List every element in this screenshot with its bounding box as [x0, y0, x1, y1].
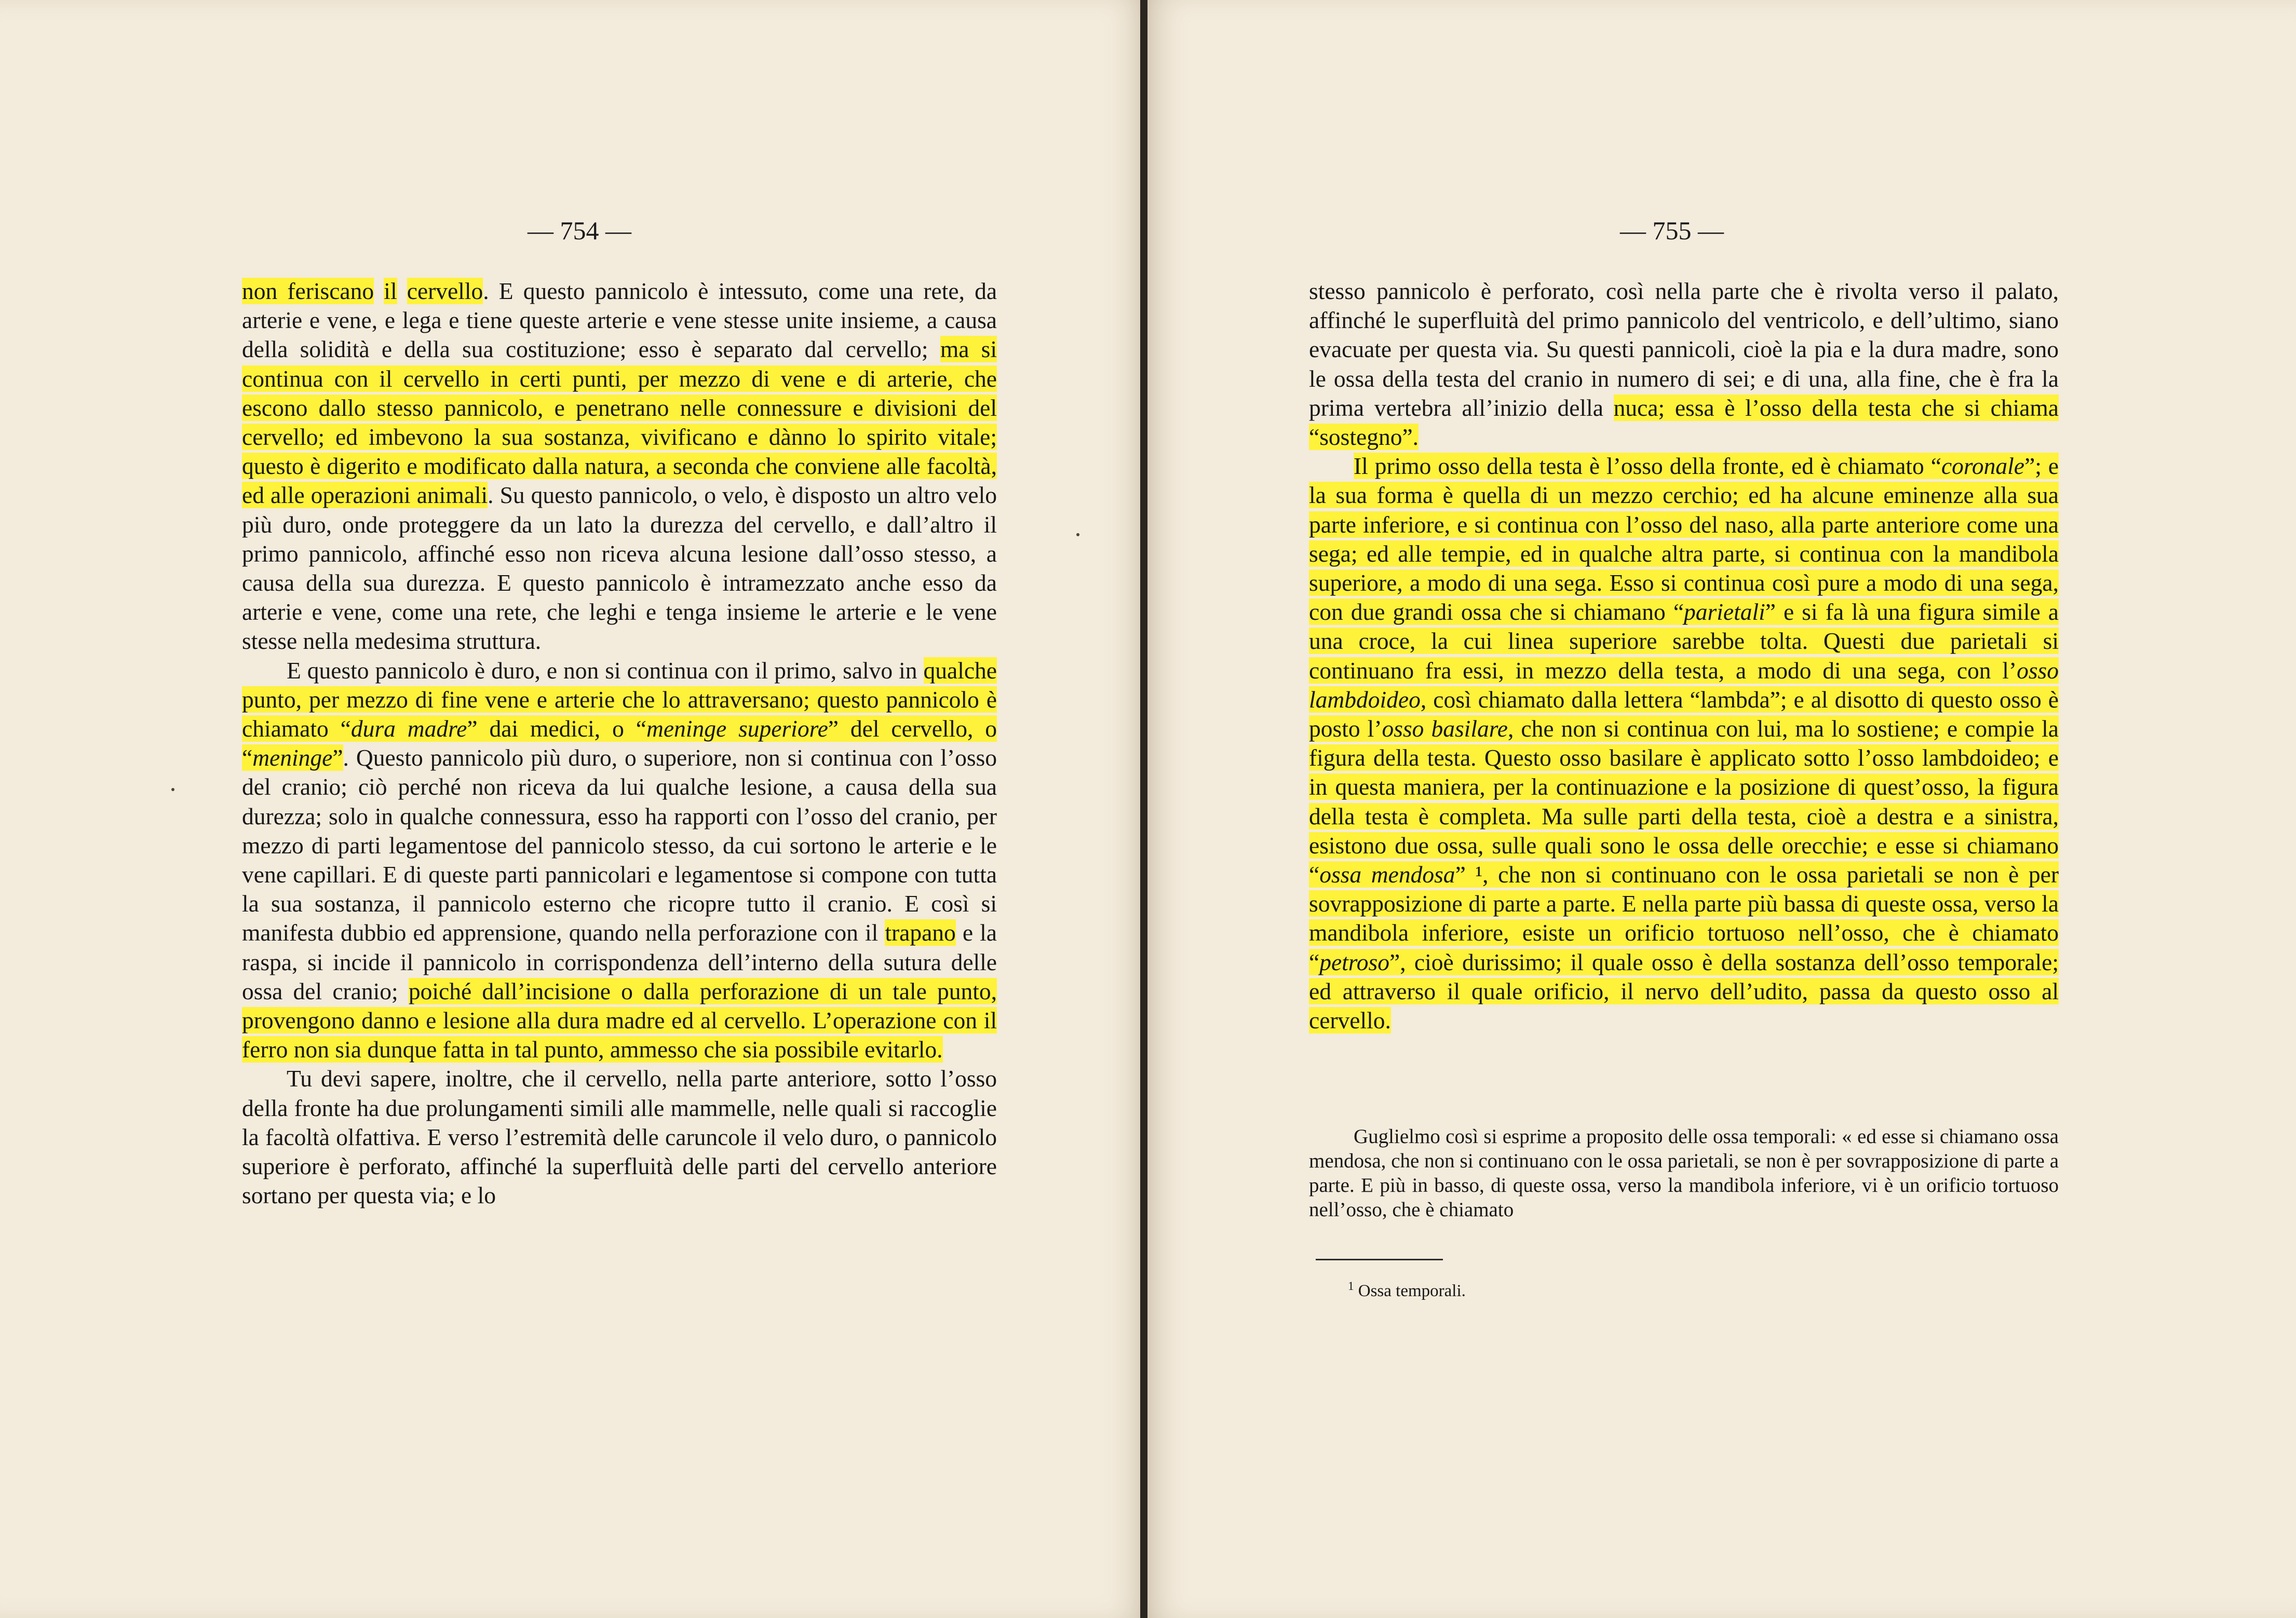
right-page-number: — 755 —: [1620, 216, 1724, 245]
highlighted-text: meninge: [252, 744, 333, 771]
highlighted-text: ” ¹, che non si continuano con le ossa parietali se non è per sovrapposizione di parte a parte. E nella parte più bassa di queste ossa, verso la mandibola inferiore, esiste un orificio tortuoso nell’osso, che è chiamato “: [1309, 861, 2059, 975]
highlighted-text: coronale: [1941, 453, 2024, 480]
highlighted-text: petroso: [1319, 948, 1390, 975]
left-page-number: — 754 —: [528, 216, 631, 245]
highlighted-text: ”: [332, 744, 343, 771]
highlighted-text: ossa mendosa: [1319, 861, 1455, 888]
body-text: e la raspa, si incide il pannicolo in corrispondenza dell’interno della sutura delle ossa del cranio;: [242, 919, 997, 1004]
body-text: [397, 278, 407, 304]
highlighted-text: il: [384, 278, 397, 304]
highlighted-text: osso basilare: [1382, 715, 1508, 742]
highlighted-text: ” e si fa là una figura simile a una croce, la cui linea superiore sarebbe tolta. Questi due parietali si continuano fra essi, in mezzo della testa, a modo di una sega, con l’: [1309, 599, 2059, 684]
left-page-text: [242, 277, 997, 1211]
highlighted-text: non feriscano: [242, 278, 374, 304]
body-text: . E questo pannicolo è intessuto, come una rete, da arterie e vene, e lega e tiene queste arterie e vene stesse unite insieme, a causa della solidità e della sua costituzione; esso è separato dal cervello;: [242, 278, 997, 363]
margin-speck: [1076, 533, 1079, 536]
footnote-marker: 1: [1348, 1280, 1354, 1293]
body-text: Tu devi sapere, inoltre, che il cervello, nella parte anteriore, sotto l’osso della fronte ha due prolungamenti simili alle mammelle, nelle quali si raccoglie la facoltà olfattiva. E verso l’estremità delle caruncole il velo duro, o pannicolo superiore è perforato, affinché la superfluità delle parti del cervello anteriore sortano per questa via; e lo: [242, 1065, 997, 1209]
highlighted-text: ”, cioè durissimo; il quale osso è della sostanza dell’osso temporale; ed attraverso il quale orificio, il nervo dell’udito, passa da questo osso al cervello.: [1309, 948, 2059, 1034]
paragraph: [1309, 277, 2059, 452]
margin-speck: [171, 788, 174, 791]
paragraph: [1309, 452, 2059, 1035]
footnote-rule: [1316, 1259, 1443, 1260]
highlighted-text: parietali: [1684, 599, 1765, 626]
right-page-text: [1309, 277, 2059, 1035]
footnote-text: Ossa temporali.: [1358, 1282, 1466, 1300]
body-text: . Su questo pannicolo, o velo, è disposto un altro velo più duro, onde proteggere da un lato la durezza del cervello, e dall’altro il primo pannicolo, affinché esso non riceva alcuna lesione dall’osso stesso, a causa della sua durezza. E questo pannicolo è intramezzato anche esso da arterie e vene, come una rete, che leghi e tenga insieme le arterie e le vene stesse nella medesima struttura.: [242, 482, 997, 655]
paragraph: [242, 277, 997, 656]
highlighted-text: ”; e la sua forma è quella di un mezzo cerchio; ed ha alcune eminenze alla sua parte inferiore, e si continua con l’osso del naso, alla parte anteriore come una sega; ed alle tempie, ed in qualche altra parte, si continua con la mandibola superiore, a modo di una sega. Esso si continua così pure a modo di una sega, con due grandi ossa che si chiamano “: [1309, 453, 2059, 626]
highlighted-text: meninge superiore: [646, 715, 828, 742]
highlighted-text: , così chiamato dalla lettera “lambda”; e al disotto di questo osso è posto l’: [1309, 686, 2059, 742]
body-text: stesso pannicolo è perforato, così nella parte che è rivolta verso il palato, affinché le superfluità del primo pannicolo del ventricolo, e dell’ultimo, siano evacuate per questa via. Su questi pannicoli, cioè la pia e la dura madre, sono le ossa della testa del cranio in numero di sei; e di una, alla fine, che è fra la prima vertebra all’inizio della: [1309, 278, 2059, 421]
body-text: E questo pannicolo è duro, e non si continua con il primo, salvo in: [287, 657, 924, 684]
commentary-text: Guglielmo così si esprime a proposito delle ossa temporali: « ed esse si chiamano ossa mendosa, che non si continuano con le ossa parietali, se non è per sovrapposizione di parte a parte. E più in basso, di queste ossa, verso la mandibola inferiore, vi è un orificio tortuoso nell’osso, che è chiamato: [1309, 1125, 2059, 1221]
highlighted-text: ” del cervello, o “: [242, 715, 997, 771]
highlighted-text: qualche punto, per mezzo di fine vene e arterie che lo attraversano; questo pannicolo è chiamato “: [242, 657, 997, 742]
body-text: . Questo pannicolo più duro, o superiore, non si continua con l’osso del cranio; ciò perché non riceva da lui qualche lesione, a causa della sua durezza; solo in qualche connessura, esso ha rapporti con l’osso del cranio, per mezzo di parti legamentose del pannicolo stesso, da cui sortono le arterie e le vene capillari. E di queste parti pannicolari e legamentose si compone con tutta la sua sostanza, il pannicolo esterno che ricopre tutto il cranio. E così si manifesta dubbio ed apprensione, quando nella perforazione con il: [242, 744, 997, 946]
footnote: [1348, 1280, 1466, 1301]
highlighted-text: Il primo osso della testa è l’osso della fronte, ed è chiamato “: [1354, 453, 1941, 480]
highlighted-text: trapano: [885, 919, 956, 946]
highlighted-text: dura madre: [350, 715, 467, 742]
body-text: [374, 278, 384, 304]
highlighted-text: poiché dall’incisione o dalla perforazione di un tale punto, provengono danno e lesione alla dura madre ed al cervello. L’operazione con il ferro non sia dunque fatta in tal punto, ammesso che sia possibile evitarlo.: [242, 977, 997, 1063]
left-page: [0, 0, 1145, 1618]
paragraph: [242, 656, 997, 1065]
right-page: [1147, 0, 2296, 1618]
highlighted-text: ma si continua con il cervello in certi punti, per mezzo di vene e di arterie, che escono dallo stesso pannicolo, e penetrano nelle connessure e divisioni del cervello; ed imbevono la sua sostanza, vivificano e dànno lo spirito vitale; questo è digerito e modificato dalla natura, a seconda che conviene alle facoltà, ed alle operazioni animali: [242, 336, 997, 509]
highlighted-text: nuca; essa è l’osso della testa che si chiama “sostegno”.: [1309, 394, 2059, 451]
highlighted-text: cervello: [407, 278, 483, 304]
highlighted-text: ” dai medici, o “: [467, 715, 646, 742]
commentary-paragraph: [1309, 1124, 2059, 1222]
highlighted-text: , che non si continua con lui, ma lo sostiene; e compie la figura della testa. Questo osso basilare è applicato sotto l’osso lambdoideo; e in questa maniera, per la continuazione e la posizione di quest’osso, la figura della testa è completa. Ma sulle parti della testa, cioè a destra e a sinistra, esistono due ossa, sulle quali sono le ossa delle orecchie; e esse si chiamano “: [1309, 715, 2059, 888]
paragraph: [242, 1064, 997, 1210]
highlighted-text: osso lambdoideo: [1309, 657, 2059, 713]
